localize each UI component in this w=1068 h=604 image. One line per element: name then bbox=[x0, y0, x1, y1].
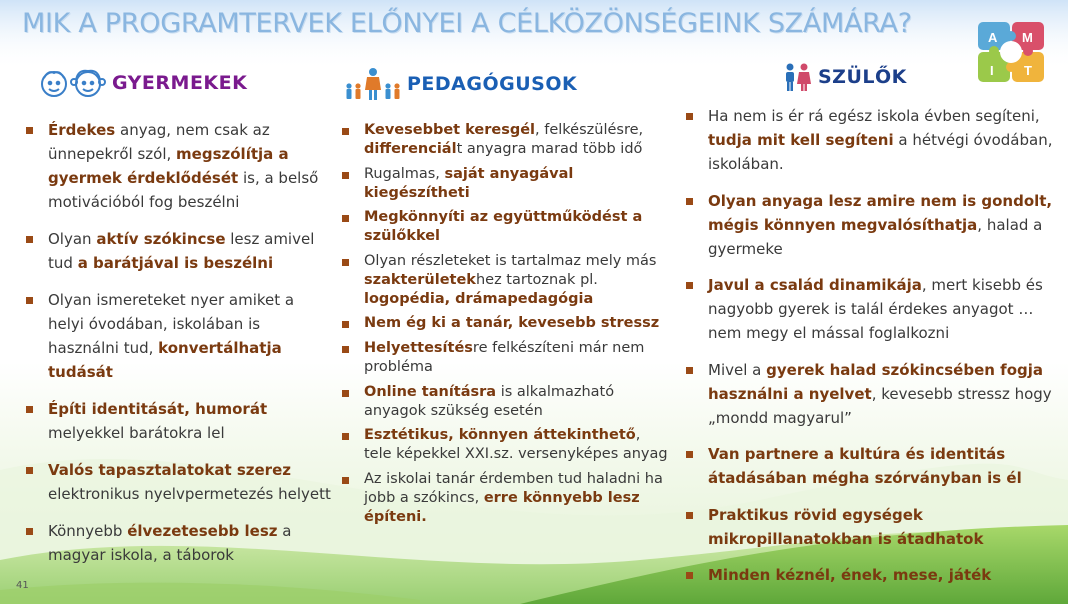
children-benefits-list bbox=[24, 118, 334, 580]
emphasis-text: megszólítja a gyermek érdeklődését bbox=[48, 145, 289, 187]
item-text: Könnyebb bbox=[48, 522, 128, 540]
emphasis-text: tudja mit kell segíteni bbox=[708, 131, 894, 149]
list-item bbox=[24, 227, 334, 275]
item-text: , mert kisebb és nagyobb gyerek is talál érdekes anyagot … nem megy el mással foglalkozni bbox=[708, 276, 1043, 342]
item-text: re felkészíteni már nem probléma bbox=[364, 339, 645, 375]
item-text: Olyan részleteket is tartalmaz mely más bbox=[364, 252, 657, 269]
list-item bbox=[340, 470, 670, 527]
item-text: melyekkel barátokra lel bbox=[48, 424, 225, 442]
list-item bbox=[24, 519, 334, 567]
logo-letter-a: A bbox=[988, 30, 998, 45]
emphasis-text: Valós tapasztalatokat szerez bbox=[48, 461, 291, 479]
bullet-square-icon bbox=[686, 572, 693, 579]
teachers-heading bbox=[343, 66, 577, 102]
list-item bbox=[340, 165, 670, 203]
emphasis-text: Olyan anyaga lesz amire nem is gondolt, mégis könnyen megvalósíthatja bbox=[708, 191, 1053, 234]
list-item bbox=[340, 383, 670, 421]
logo-letter-m: M bbox=[1022, 30, 1033, 45]
bullet-square-icon bbox=[686, 282, 693, 289]
bullet-square-icon bbox=[342, 321, 349, 328]
item-text: anyag, nem csak az ünnepekről szól, bbox=[48, 121, 270, 163]
item-text: Olyan ismereteket nyer amiket a helyi óvodában, iskolában is használni tud, bbox=[48, 291, 295, 357]
emphasis-text: gyerek halad szókincsében fogja használni a nyelvet bbox=[708, 360, 1044, 403]
item-text: lesz amivel tud bbox=[48, 230, 315, 272]
item-text: is, a belső motivációból fog beszélni bbox=[48, 169, 319, 211]
item-text: , halad a gyermeke bbox=[708, 215, 1043, 258]
item-text: is alkalmazható anyagok szükség esetén bbox=[364, 383, 615, 419]
parents-icon bbox=[782, 62, 812, 92]
item-text: Mivel a bbox=[708, 360, 767, 379]
list-item bbox=[340, 121, 670, 159]
children-heading-label: GYERMEKEK bbox=[112, 72, 248, 94]
bullet-square-icon bbox=[686, 198, 693, 205]
emphasis-text: Javul a család dinamikája bbox=[708, 276, 922, 294]
bullet-square-icon bbox=[686, 512, 693, 519]
bullet-square-icon bbox=[342, 433, 349, 440]
bullet-square-icon bbox=[26, 297, 33, 304]
emphasis-text: Érdekes bbox=[48, 121, 116, 139]
list-item bbox=[684, 104, 1056, 176]
emphasis-text: Megkönnyíti az együttműködést a szülőkkel bbox=[364, 209, 643, 245]
list-item bbox=[684, 563, 1056, 587]
bullet-square-icon bbox=[26, 467, 33, 474]
emphasis-text: saját anyagával kiegészítheti bbox=[364, 165, 574, 201]
item-text: Rugalmas, bbox=[364, 165, 445, 182]
logo-letter-i: I bbox=[990, 63, 994, 78]
emphasis-text: Esztétikus, könnyen áttekinthető bbox=[364, 427, 636, 444]
teachers-benefits-list bbox=[340, 121, 670, 532]
bullet-square-icon bbox=[342, 259, 349, 266]
logo-letter-t: T bbox=[1024, 63, 1032, 78]
item-text: Olyan bbox=[48, 230, 97, 248]
list-item bbox=[684, 442, 1056, 490]
item-text: t anyagra marad több idő bbox=[456, 141, 643, 157]
teachers-heading-label: PEDAGÓGUSOK bbox=[407, 73, 578, 95]
emphasis-text: élvezetesebb lesz bbox=[127, 522, 278, 540]
page-number: 41 bbox=[16, 580, 29, 591]
children-faces-icon bbox=[38, 66, 108, 100]
item-text: , felkészülésre, bbox=[535, 122, 644, 138]
emphasis-text: Online tanításra bbox=[364, 383, 497, 400]
parents-benefits-list bbox=[684, 104, 1056, 600]
emphasis-text: Kevesebbet keresgél bbox=[364, 122, 536, 138]
bullet-square-icon bbox=[342, 172, 349, 179]
bullet-square-icon bbox=[26, 236, 33, 243]
list-item bbox=[684, 189, 1056, 261]
item-text: a magyar iskola, a táborok bbox=[48, 522, 292, 564]
list-item bbox=[340, 426, 670, 464]
emphasis-text: a barátjával is beszélni bbox=[77, 254, 274, 272]
bullet-square-icon bbox=[342, 128, 349, 135]
parents-heading bbox=[782, 62, 907, 92]
bullet-square-icon bbox=[26, 127, 33, 134]
emphasis-text: logopédia, drámapedagógia bbox=[364, 290, 594, 307]
bullet-square-icon bbox=[26, 406, 33, 413]
parents-heading-label: SZÜLŐK bbox=[818, 66, 907, 88]
list-item bbox=[684, 358, 1056, 430]
item-text: hez tartoznak pl. bbox=[475, 271, 598, 288]
item-text: , tele képekkel XXI.sz. versenyképes anyag bbox=[364, 427, 668, 463]
emphasis-text: differenciál bbox=[364, 141, 457, 157]
emphasis-text: Helyettesítés bbox=[364, 339, 473, 356]
emphasis-text: Nem ég ki a tanár, kevesebb stressz bbox=[364, 315, 660, 332]
emphasis-text: Építi identitását, humorát bbox=[48, 400, 268, 418]
list-item bbox=[340, 314, 670, 333]
emphasis-text: szakterületek bbox=[364, 271, 476, 288]
list-item bbox=[340, 252, 670, 309]
emphasis-text: konvertálhatja tudását bbox=[48, 339, 282, 381]
item-text: a hétvégi óvodában, iskolában. bbox=[708, 131, 1053, 173]
amit-puzzle-logo bbox=[976, 20, 1046, 84]
item-text: , kevesebb stressz hogy „mondd magyarul” bbox=[708, 384, 1052, 427]
emphasis-text: Van partnere a kultúra és identitás átadásában mégha szórványban is él bbox=[708, 445, 1022, 487]
emphasis-text: Minden kéznél, ének, mese, játék bbox=[708, 566, 992, 584]
item-text: Az iskolai tanár érdemben tud haladni ha jobb a szókincs, bbox=[364, 470, 663, 506]
teacher-with-children-icon bbox=[343, 66, 403, 102]
list-item bbox=[24, 288, 334, 384]
emphasis-text: Praktikus rövid egységek mikropillanatokban is átadhatok bbox=[708, 505, 984, 548]
bullet-square-icon bbox=[342, 390, 349, 397]
slide-title: MIK A PROGRAMTERVEK ELŐNYEI A CÉLKÖZÖNSÉGEINK SZÁMÁRA? bbox=[22, 8, 912, 39]
bullet-square-icon bbox=[342, 215, 349, 222]
bullet-square-icon bbox=[686, 367, 693, 374]
bullet-square-icon bbox=[686, 451, 693, 458]
item-text: Ha nem is ér rá egész iskola évben segíteni, bbox=[708, 107, 1040, 125]
emphasis-text: aktív szókincse bbox=[96, 230, 226, 248]
list-item bbox=[684, 273, 1056, 345]
list-item bbox=[24, 397, 334, 445]
bullet-square-icon bbox=[26, 528, 33, 535]
bullet-square-icon bbox=[342, 346, 349, 353]
list-item bbox=[24, 458, 334, 506]
children-heading bbox=[38, 66, 247, 100]
list-item bbox=[340, 339, 670, 377]
emphasis-text: erre könnyebb lesz építeni. bbox=[364, 489, 640, 525]
list-item bbox=[24, 118, 334, 214]
item-text: elektronikus nyelvpermetezés helyett bbox=[48, 485, 331, 503]
bullet-square-icon bbox=[342, 477, 349, 484]
list-item bbox=[684, 503, 1056, 551]
bullet-square-icon bbox=[686, 113, 693, 120]
list-item bbox=[340, 208, 670, 246]
